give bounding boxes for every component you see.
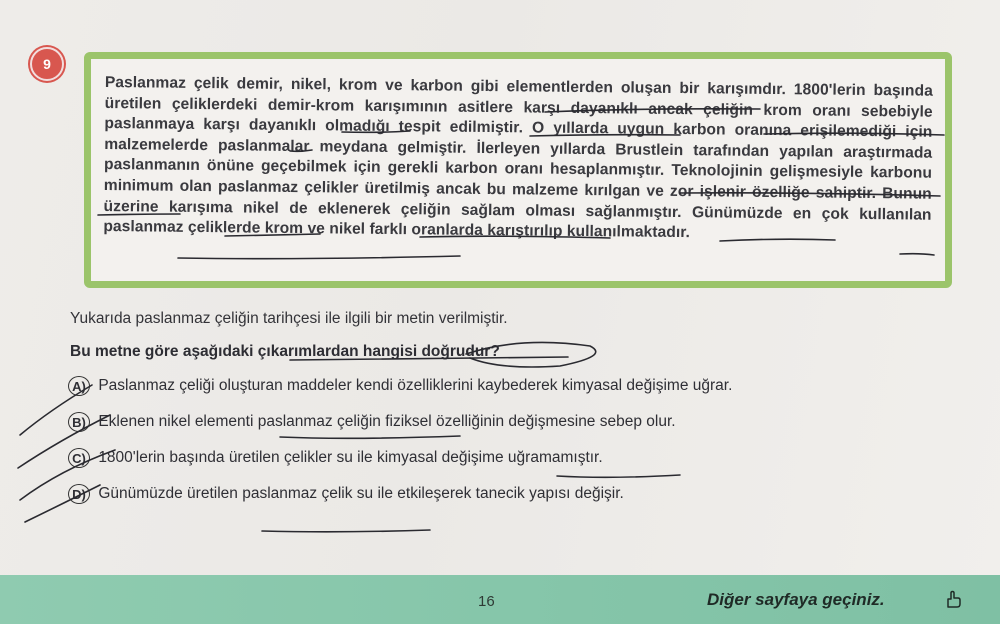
- option-a-letter: A): [68, 376, 90, 396]
- option-c[interactable]: [68, 448, 732, 484]
- option-d-text: Günümüzde üretilen paslanmaz çelik su ile etkileşerek tanecik yapısı değişir.: [98, 485, 624, 502]
- option-a-text: Paslanmaz çeliği oluşturan maddeler kendi özelliklerini kaybederek kimyasal değişime uğrar.: [98, 377, 733, 394]
- answer-options: [68, 376, 732, 520]
- option-c-letter: C): [68, 448, 90, 468]
- page-number: 16: [478, 593, 495, 610]
- question-prompt: Bu metne göre aşağıdaki çıkarımlardan hangisi doğrudur?: [70, 343, 500, 360]
- question-intro: Yukarıda paslanmaz çeliğin tarihçesi ile ilgili bir metin verilmiştir.: [70, 310, 508, 327]
- option-b-letter: B): [68, 412, 90, 432]
- passage-box: [84, 52, 952, 288]
- underline-mark: [262, 530, 430, 532]
- option-b[interactable]: [68, 412, 732, 448]
- hand-pointing-icon: [944, 590, 964, 610]
- option-a[interactable]: [68, 376, 732, 412]
- question-number-badge: 9: [30, 47, 64, 81]
- option-d[interactable]: [68, 484, 732, 520]
- next-page-text: Diğer sayfaya geçiniz.: [707, 590, 885, 609]
- option-c-text: 1800'lerin başında üretilen çelikler su ile kimyasal değişime uğramamıştır.: [98, 449, 603, 466]
- option-d-letter: D): [68, 484, 90, 504]
- passage-text: Paslanmaz çelik demir, nikel, krom ve karbon gibi elementlerden oluşan bir karışımdır. 1800'lerin başında üretilen çeliklerdeki demir-krom karışımının asitlere karşı dayanıklı ancak çeliğin krom oranı sebebiyle paslanmaya karşı dayanıklı olmadığı tespit edilmiştir. O yıllarda uygun karbon oranına erişilemediği için malzemelerde paslanmalar meydana gelmiştir. İlerleyen yıllarda Brustlein tarafından yapılan araştırmada paslanmanın önüne geçebilmek için gerekli karbon oranı hesaplanmıştır. Teknolojinin gelişmesiyle karbonu minimum olan paslanmaz çelikler üretilmiş ancak bu malzeme kırılgan ve zor işlenir özelliğe sahiptir. Bunun üzerine karışıma nikel de eklenerek çeliğin sağlam olması sağlanmıştır. Günümüzde en çok kullanılan paslanmaz çeliklerde krom ve nikel farklı oranlarda karıştırılıp kullanılmaktadır.: [103, 73, 933, 242]
- option-b-text: Eklenen nikel elementi paslanmaz çeliğin fiziksel özelliğinin değişmesine sebep olur.: [98, 413, 676, 430]
